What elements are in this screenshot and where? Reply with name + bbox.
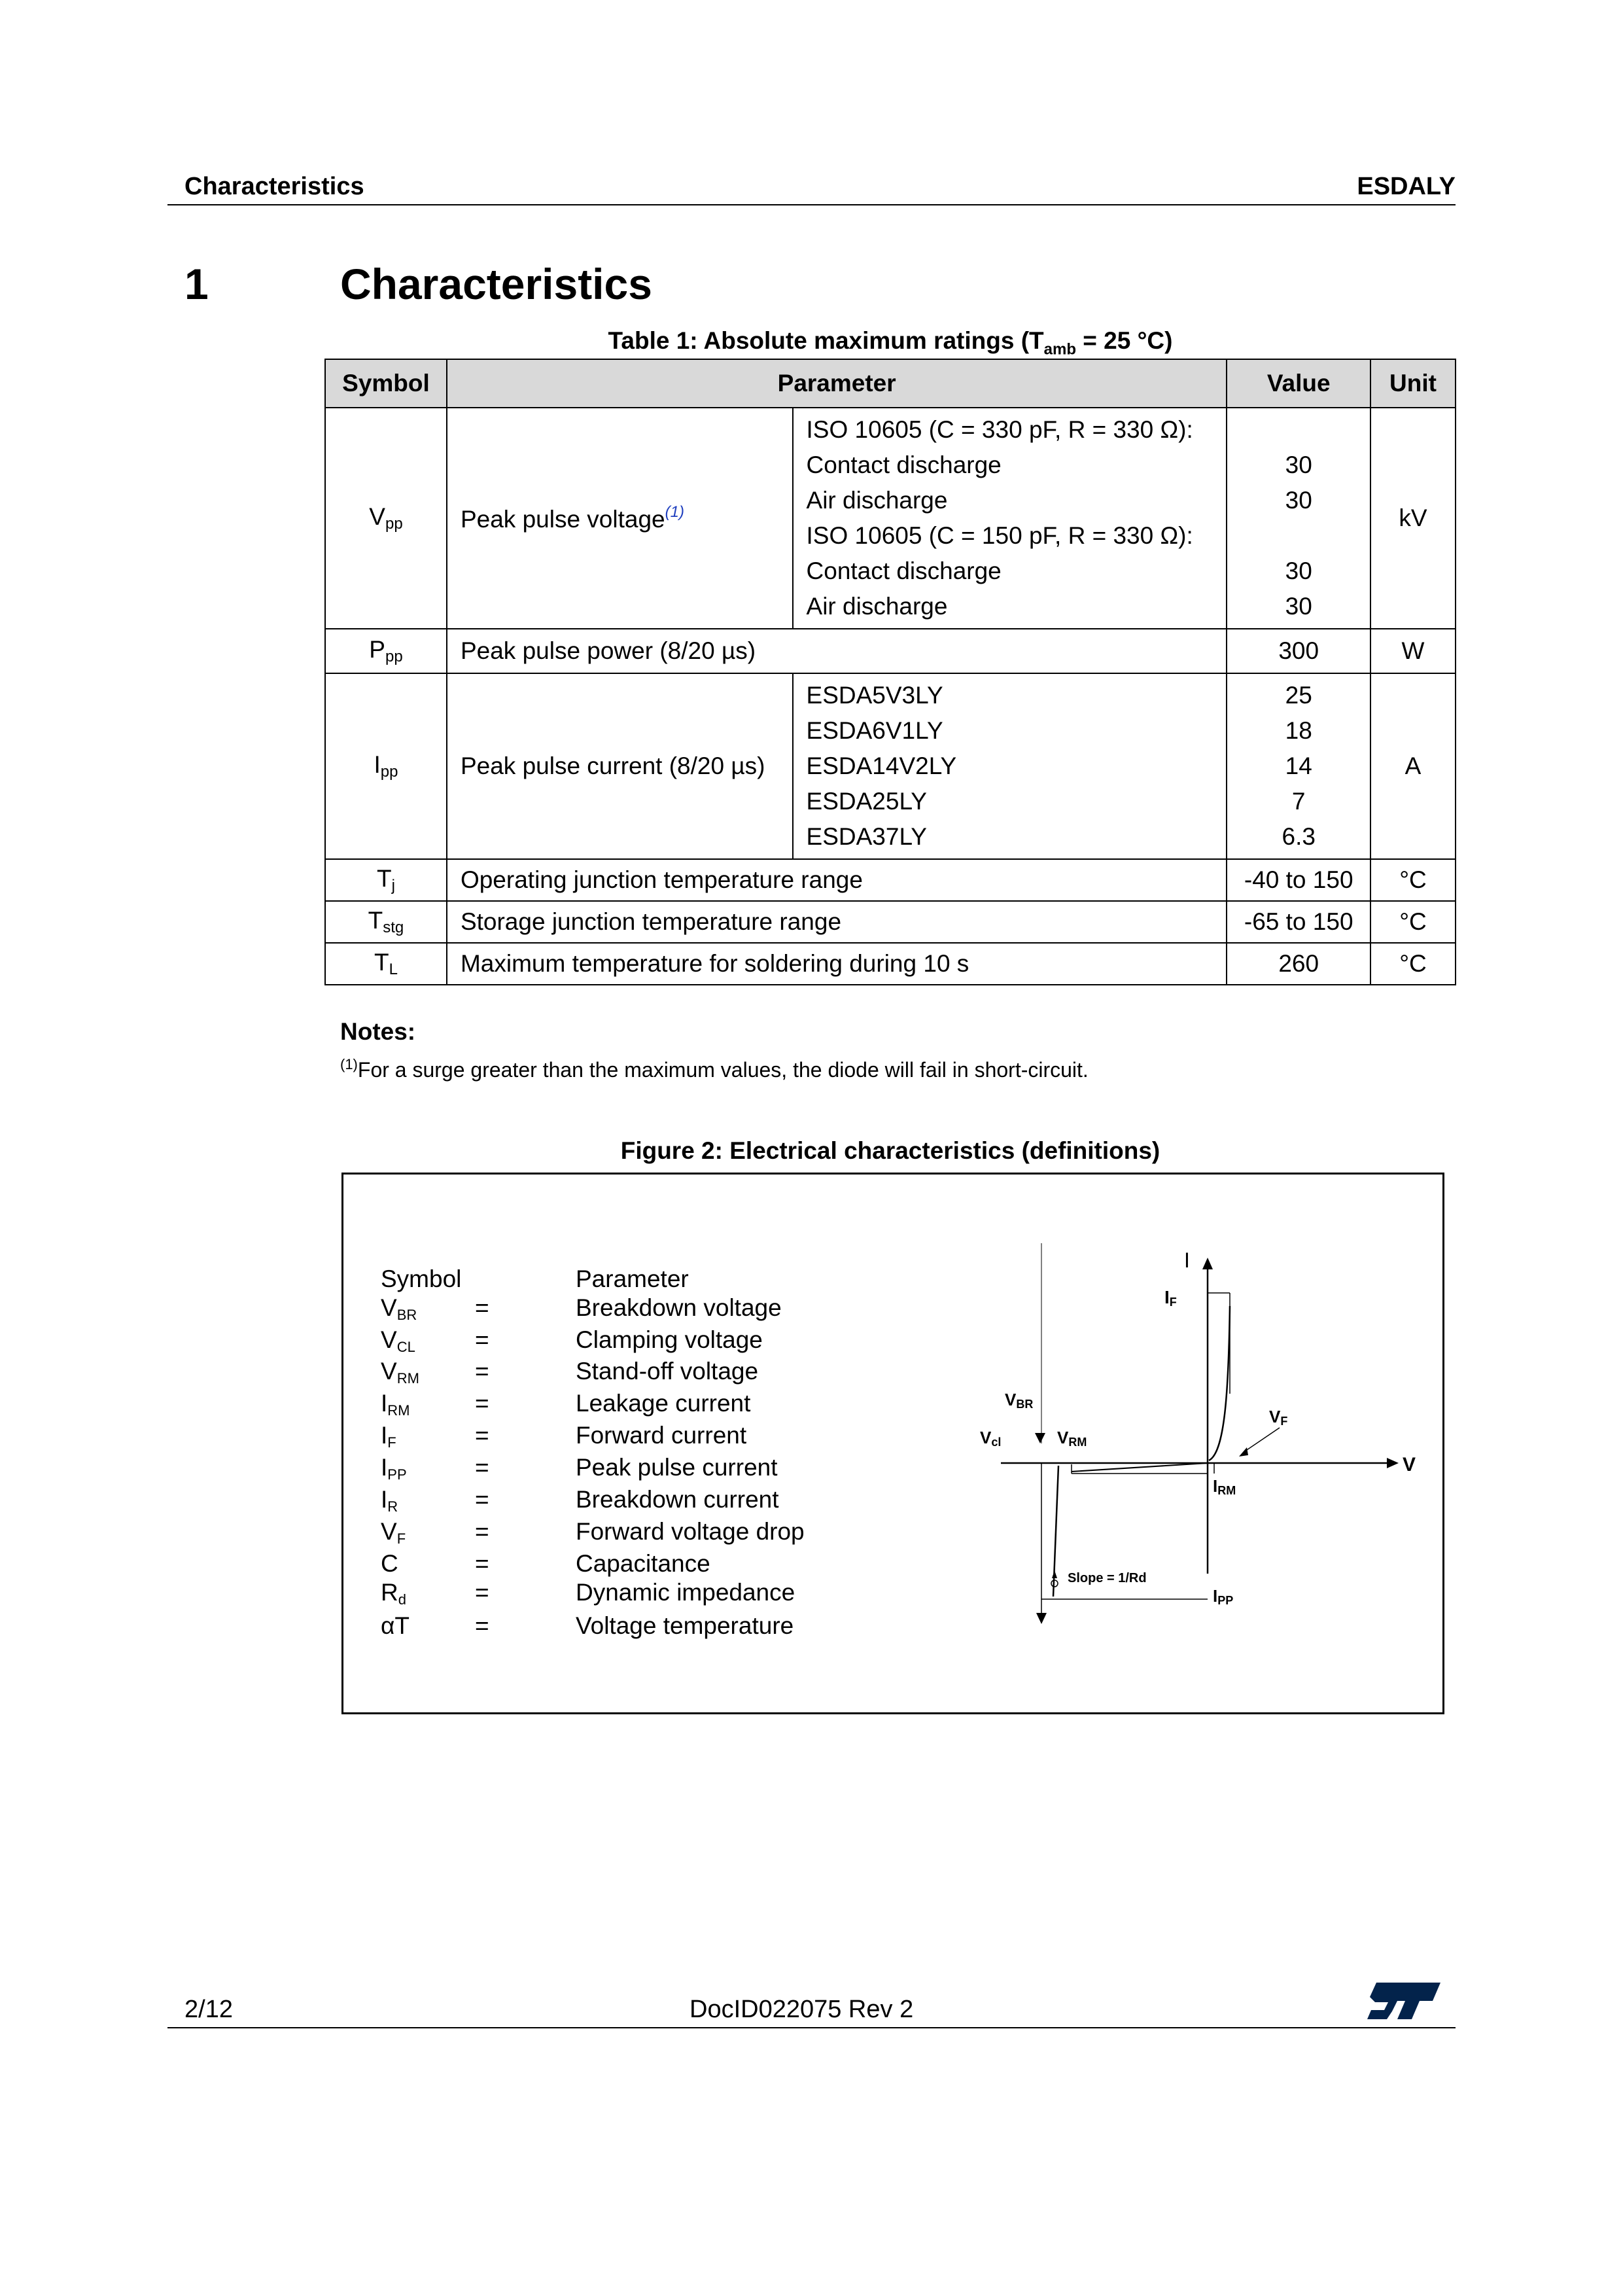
voltage-axis-arrow (1387, 1458, 1399, 1468)
unit-ipp: A (1370, 673, 1456, 859)
footer-rule (167, 2027, 1456, 2028)
vbr-arrow (1035, 1433, 1045, 1443)
st-logo-shape (1367, 1983, 1440, 2019)
value-line: 30 (1285, 487, 1312, 514)
value-line: 7 (1291, 788, 1306, 815)
def-parameter: Breakdown voltage (576, 1294, 782, 1321)
value-line: 25 (1285, 682, 1312, 709)
note-reference: (1) (665, 503, 684, 521)
symbol-vpp: $V_{pp}$ (325, 408, 447, 629)
param-tj: Operating junction temperature range (447, 859, 1227, 901)
value-line: 30 (1285, 451, 1312, 478)
unit-vpp: kV (1370, 408, 1456, 629)
def-symbol: $V_{RM}$ (381, 1358, 419, 1386)
value-ppp: 300 (1227, 629, 1370, 673)
table-row (325, 673, 1456, 859)
label-ipp: IPP (1213, 1586, 1234, 1607)
table-caption: Table 1: Absolute maximum ratings ($T_{amb} = 25$ °C) (608, 327, 1173, 359)
section-title: Characteristics (340, 260, 652, 308)
def-symbol: $R_d$ (381, 1579, 406, 1608)
label-vbr: VBR (1005, 1390, 1034, 1411)
vcl-arrow (1036, 1613, 1047, 1624)
condition-line: ISO 10605 (C = 150 pF, R = 330 Ω): (806, 522, 1193, 549)
value-line (1240, 412, 1357, 448)
def-symbol: $V_{CL}$ (381, 1326, 415, 1355)
leakage-line (1072, 1463, 1208, 1472)
def-parameter: Forward voltage drop (576, 1518, 805, 1545)
def-parameter: Clamping voltage (576, 1326, 763, 1353)
value-line: 6.3 (1282, 823, 1316, 850)
def-parameter: Stand-off voltage (576, 1358, 759, 1385)
vf-pointer-head (1239, 1447, 1248, 1457)
notes-title: Notes: (340, 1018, 416, 1045)
value-tstg: -65 to 150 (1227, 901, 1370, 943)
condition-line: Air discharge (806, 487, 948, 514)
def-equals: = (475, 1390, 489, 1417)
header-rule (167, 204, 1456, 205)
def-equals: = (475, 1518, 489, 1545)
def-equals: = (475, 1454, 489, 1481)
def-equals: = (475, 1422, 489, 1449)
param-ipp: Peak pulse current (8/20 µs) (447, 673, 793, 859)
symbol-tl: $T_L$ (325, 943, 447, 985)
col-header-value: Value (1227, 359, 1370, 408)
value-line: 18 (1285, 717, 1312, 744)
st-logo-icon (1365, 1977, 1443, 2023)
value-line: 14 (1285, 752, 1312, 779)
forward-curve (1209, 1306, 1230, 1460)
symbol-ipp: $I_{pp}$ (325, 673, 447, 859)
axis-label-v: V (1403, 1454, 1416, 1475)
value-line (1240, 518, 1357, 554)
unit-tstg: °C (1370, 901, 1456, 943)
def-parameter: Leakage current (576, 1390, 751, 1417)
def-parameter: Capacitance (576, 1550, 710, 1577)
device-line: ESDA6V1LY (806, 717, 943, 744)
def-equals: = (475, 1294, 489, 1321)
def-symbol: $I_R$ (381, 1486, 398, 1515)
device-line: ESDA5V3LY (806, 682, 943, 709)
def-equals: = (475, 1612, 489, 1639)
notes-text: $^{(1)}$For a surge greater than the maximum values, the diode will fail in short-circuit. (340, 1056, 1089, 1082)
col-header-unit: Unit (1370, 359, 1456, 408)
label-irm: IRM (1213, 1476, 1236, 1497)
table-header-row (325, 359, 1456, 408)
condition-line: Contact discharge (806, 451, 1002, 478)
label-vcl: Vcl (980, 1428, 1002, 1449)
conditions-vpp (793, 408, 1227, 629)
def-parameter: Peak pulse current (576, 1454, 778, 1481)
footer-doc-id: DocID022075 Rev 2 (689, 1996, 914, 2023)
device-line: ESDA37LY (806, 823, 927, 850)
table-row (325, 901, 1456, 943)
def-symbol: $V_F$ (381, 1518, 406, 1547)
param-tstg: Storage junction temperature range (447, 901, 1227, 943)
def-parameter: Dynamic impedance (576, 1579, 795, 1606)
symbol-tstg: $T_{stg}$ (325, 901, 447, 943)
unit-tl: °C (1370, 943, 1456, 985)
slope-marker (1052, 1570, 1057, 1578)
col-header-parameter: Parameter (447, 359, 1227, 408)
table-row (325, 408, 1456, 629)
table-row (325, 943, 1456, 985)
vf-pointer (1243, 1428, 1280, 1453)
param-vpp: Peak pulse voltage$^{(1)}$ (447, 408, 793, 629)
table-row (325, 629, 1456, 673)
def-parameter: Breakdown current (576, 1486, 779, 1513)
condition-line: Air discharge (806, 593, 948, 620)
value-line: 30 (1285, 557, 1312, 584)
values-ipp (1227, 673, 1370, 859)
definitions-col-symbol: Symbol (381, 1265, 462, 1292)
col-header-symbol: Symbol (325, 359, 447, 408)
def-symbol: $V_{BR}$ (381, 1294, 417, 1323)
table-row (325, 859, 1456, 901)
def-equals: = (475, 1486, 489, 1513)
unit-ppp: W (1370, 629, 1456, 673)
def-symbol: C (381, 1550, 398, 1577)
figure-caption: Figure 2: Electrical characteristics (definitions) (620, 1137, 1161, 1164)
def-parameter: Voltage temperature (576, 1612, 794, 1639)
def-equals: = (475, 1358, 489, 1385)
footer-page-number: 2/12 (184, 1996, 233, 2023)
unit-tj: °C (1370, 859, 1456, 901)
param-tl: Maximum temperature for soldering during 10 s (447, 943, 1227, 985)
device-line: ESDA25LY (806, 788, 927, 815)
value-tl: 260 (1227, 943, 1370, 985)
values-vpp (1227, 408, 1370, 629)
param-ppp: Peak pulse power (8/20 µs) (447, 629, 1227, 673)
devices-ipp (793, 673, 1227, 859)
header-section-title: Characteristics (184, 173, 364, 200)
def-parameter: Forward current (576, 1422, 747, 1449)
def-symbol: $I_{PP}$ (381, 1454, 407, 1483)
label-if: IF (1164, 1287, 1177, 1309)
iv-characteristic-diagram (968, 1243, 1439, 1662)
absolute-max-ratings-table (324, 359, 1456, 985)
value-line: 30 (1285, 593, 1312, 620)
condition-line: ISO 10605 (C = 330 pF, R = 330 Ω): (806, 416, 1193, 443)
label-slope: Slope = 1/Rd (1068, 1571, 1147, 1585)
def-symbol: $I_F$ (381, 1422, 396, 1451)
definitions-col-parameter: Parameter (576, 1265, 689, 1292)
axis-label-i: I (1184, 1248, 1190, 1272)
label-vrm: VRM (1057, 1428, 1087, 1449)
def-equals: = (475, 1579, 489, 1606)
section-number: 1 (184, 260, 209, 308)
device-line: ESDA14V2LY (806, 752, 957, 779)
def-symbol: αT (381, 1612, 410, 1639)
value-tj: -40 to 150 (1227, 859, 1370, 901)
current-axis-arrow (1202, 1258, 1213, 1269)
header-product-name: ESDALY (1357, 173, 1456, 200)
def-equals: = (475, 1550, 489, 1577)
condition-line: Contact discharge (806, 557, 1002, 584)
symbol-tj: $T_j$ (325, 859, 447, 901)
label-vf: VF (1269, 1407, 1288, 1428)
def-equals: = (475, 1326, 489, 1353)
def-symbol: $I_{RM}$ (381, 1390, 410, 1419)
symbol-ppp: $P_{pp}$ (325, 629, 447, 673)
